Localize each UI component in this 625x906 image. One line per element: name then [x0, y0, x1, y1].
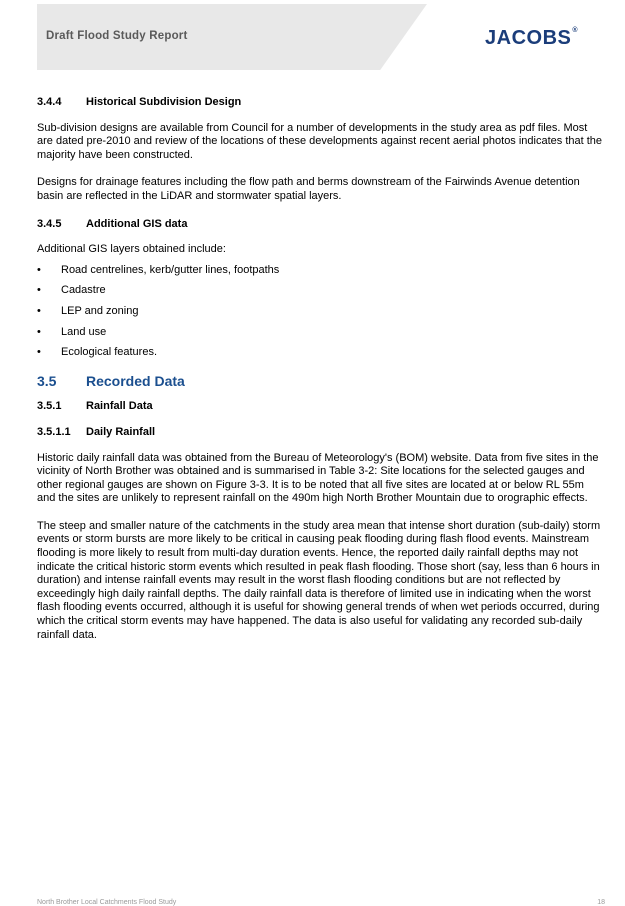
section-number: 3.4.5: [37, 217, 62, 230]
section-title: Rainfall Data: [86, 400, 153, 413]
document-body: [37, 96, 605, 656]
list-item-text: Land use: [61, 325, 107, 338]
gis-layers-list: [37, 264, 605, 360]
list-item: [37, 305, 605, 319]
section-title: Additional GIS data: [86, 217, 188, 230]
list-item-text: Road centrelines, kerb/gutter lines, footpaths: [61, 263, 280, 276]
list-item-text: Cadastre: [61, 284, 106, 297]
paragraph: Additional GIS layers obtained include:: [37, 243, 226, 256]
section-number: 3.5.1: [37, 400, 62, 413]
footer-page-number: 18: [597, 899, 605, 906]
list-item: [37, 346, 605, 360]
section-title: Recorded Data: [86, 372, 185, 389]
jacobs-logo: [485, 27, 578, 50]
bullet-icon: •: [37, 263, 41, 276]
heading-3-5-1-1: [37, 426, 605, 440]
page-footer: [37, 899, 605, 906]
section-title: Historical Subdivision Design: [86, 96, 242, 108]
heading-3-4-5: [37, 218, 605, 232]
heading-3-5: [37, 372, 605, 389]
paragraph: Historic daily rainfall data was obtained from the Bureau of Meteorology's (BOM) website. Data from five sites in the vicinity of North Brother was obtained and is summarised in Table 3-2: Site locations for the selected gauges and other regional gauges are shown on Figure 3-3. It is to be noted that all five sites are located at or below RL 55m and the sites are unlikely to represent rainfall on the 490m high North Brother Mountain due to orographic effects.: [37, 451, 599, 505]
list-item: [37, 326, 605, 340]
list-item-text: LEP and zoning: [61, 304, 139, 317]
heading-3-5-1: [37, 400, 605, 414]
list-item: [37, 264, 605, 278]
section-number: 3.5.1.1: [37, 425, 71, 438]
paragraph: Sub-division designs are available from Council for a number of developments in the study area as pdf files. Most are dated pre-2010 and review of the locations of these developments against recent aerial photos indicates that the majority have been constructed.: [37, 121, 603, 161]
list-item: [37, 284, 605, 298]
bullet-icon: •: [37, 346, 41, 359]
section-number: 3.5: [37, 372, 57, 389]
bullet-icon: •: [37, 304, 41, 317]
paragraph: Designs for drainage features including the flow path and berms downstream of the Fairwinds Avenue detention basin are reflected in the LiDAR and stormwater spatial layers.: [37, 176, 580, 202]
heading-3-4-4: [37, 96, 605, 110]
footer-document-title: North Brother Local Catchments Flood Study: [37, 899, 177, 906]
registered-mark: ®: [572, 27, 579, 34]
bullet-icon: •: [37, 325, 41, 338]
report-header-title: Draft Flood Study Report: [46, 30, 188, 42]
bullet-icon: •: [37, 284, 41, 297]
list-item-text: Ecological features.: [61, 346, 157, 359]
paragraph: The steep and smaller nature of the catchments in the study area mean that intense short duration (sub-daily) storm events or storm bursts are more likely to be critical in causing peak flooding during flash flood events. Mainstream flooding is more likely to result from multi-day duration events. Hence, the reported daily rainfall depths may not indicate the critical historic storm events which resulted in peak flash flooding. Those short (say, less than 6 hours in duration) and intense rainfall events may result in the worst flash flooding conditions but are not reflected by exceedingly high daily rainfall depths. The daily rainfall data is therefore of limited use in indicating when the worst flash flooding events occurred, although it is useful for showing general trends of when wet periods occurred, during which the critical storm events may have happened. The data is also useful for validating any recorded sub-daily rainfall data.: [37, 519, 601, 641]
section-number: 3.4.4: [37, 96, 62, 108]
section-title: Daily Rainfall: [86, 425, 156, 438]
logo-text: JACOBS: [485, 27, 572, 49]
